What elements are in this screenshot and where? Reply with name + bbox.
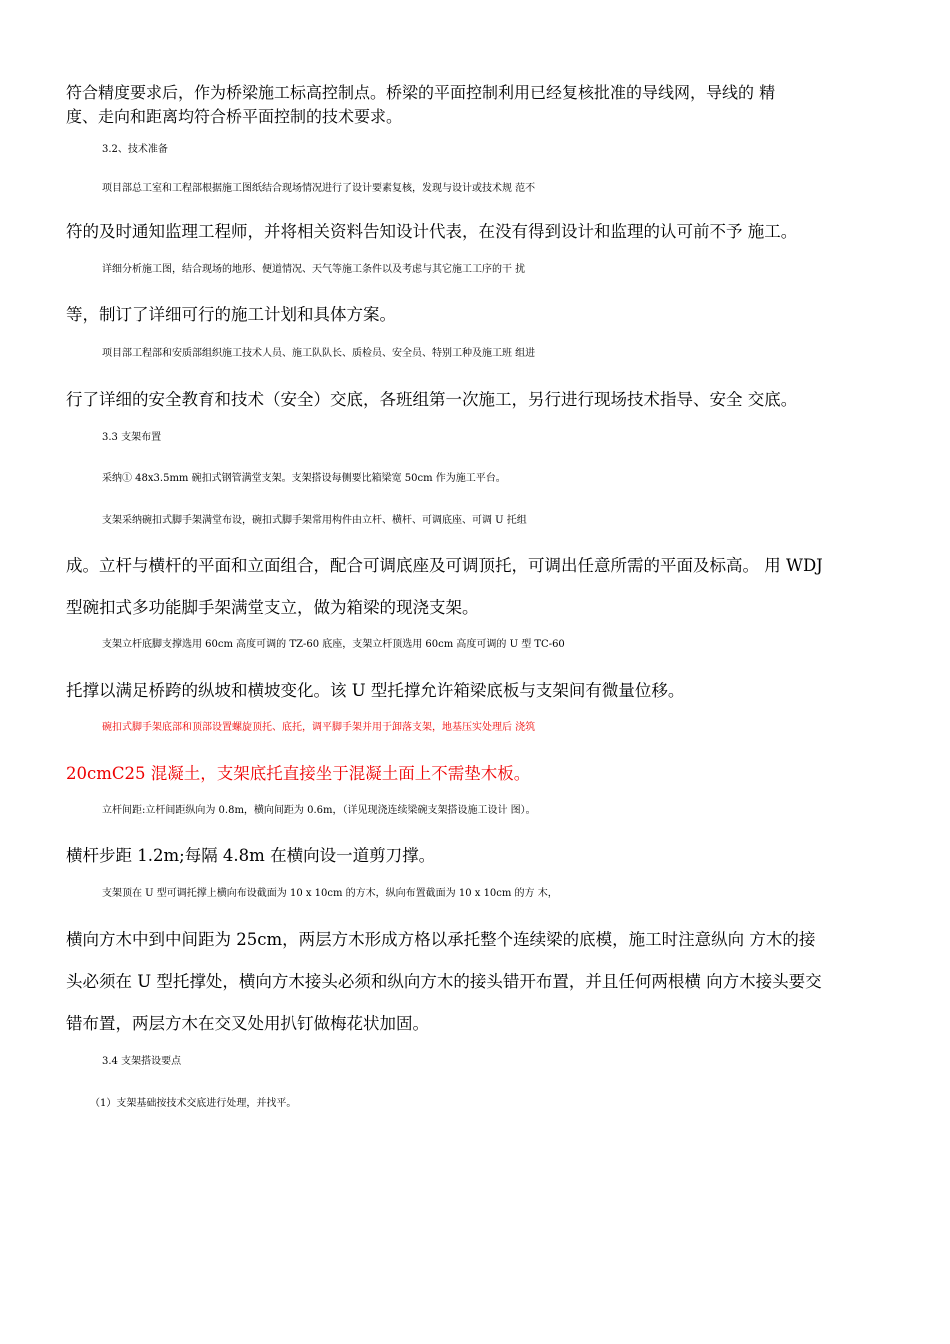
paragraph-line: 支架采纳碗扣式脚手架满堂布设，碗扣式脚手架常用构件由立杆、横杆、可调底座、可调 U 托组: [102, 515, 527, 526]
paragraph-line: 支架顶在 U 型可调托撑上横向布设截面为 10 x 10cm 的方木，纵向布置截面为 10 x 10cm 的方 木，: [102, 888, 558, 899]
highlighted-line: 碗扣式脚手架底部和顶部设置螺旋顶托、底托，调平脚手架并用于卸落支架，地基压实处理后 浇筑: [102, 722, 536, 733]
paragraph-line: 型碗扣式多功能脚手架满堂支立，做为箱梁的现浇支架。: [66, 598, 479, 617]
section-heading-3-3: 3.3 支架布置: [102, 432, 162, 443]
paragraph-line: 托撑以满足桥跨的纵坡和横坡变化。该 U 型托撑允许箱梁底板与支架间有微量位移。: [66, 681, 685, 700]
paragraph-line: 横向方木中到中间距为 25cm，两层方木形成方格以承托整个连续梁的底模，施工时注意纵向 方木的接: [66, 930, 816, 949]
paragraph-line: 支架立杆底脚支撑选用 60cm 高度可调的 TZ-60 底座，支架立杆顶选用 60cm 高度可调的 U 型 TC-60: [102, 639, 565, 650]
paragraph-line: 符合精度要求后，作为桥梁施工标高控制点。桥梁的平面控制利用已经复核批准的导线网，导线的 精: [66, 83, 776, 102]
paragraph-line: 行了详细的安全教育和技术（安全）交底，各班组第一次施工，另行进行现场技术指导、安全 交底。: [66, 390, 798, 409]
paragraph-line: 采纳① 48x3.5mm 碗扣式钢管满堂支架。支架搭设每侧要比箱梁宽 50cm 作为施工平台。: [102, 473, 506, 484]
highlighted-line: 20cmC25 混凝土，支架底托直接坐于混凝土面上不需垫木板。: [66, 764, 531, 783]
paragraph-line: 错布置，两层方木在交叉处用扒钉做梅花状加固。: [66, 1014, 429, 1033]
section-heading-3-4: 3.4 支架搭设要点: [102, 1056, 182, 1067]
paragraph-line: 等，制订了详细可行的施工计划和具体方案。: [66, 305, 396, 324]
paragraph-line: 符的及时通知监理工程师，并将相关资料告知设计代表，在没有得到设计和监理的认可前不予 施工。: [66, 222, 798, 241]
section-heading-3-2: 3.2、技术准备: [102, 144, 168, 155]
paragraph-line: 详细分析施工图，结合现场的地形、便道情况、天气等施工条件以及考虑与其它施工工序的干 扰: [102, 264, 526, 275]
paragraph-line: 立杆间距:立杆间距纵向为 0.8m，横向间距为 0.6m，（详见现浇连续梁碗支架搭设施工设计 图）。: [102, 805, 536, 816]
list-item: （1）支架基础按技术交底进行处理，并找平。: [90, 1098, 297, 1109]
paragraph-line: 头必须在 U 型托撑处，横向方木接头必须和纵向方木的接头错开布置，并且任何两根横 向方木接头要交: [66, 972, 822, 991]
paragraph-line: 横杆步距 1.2m;每隔 4.8m 在横向设一道剪刀撑。: [66, 846, 436, 865]
paragraph-line: 项目部总工室和工程部根据施工图纸结合现场情况进行了设计要素复核，发现与设计或技术规 范不: [102, 183, 536, 194]
paragraph-line: 项目部工程部和安质部组织施工技术人员、施工队队长、质检员、安全员、特别工种及施工班 组进: [102, 348, 536, 359]
paragraph-line: 度、走向和距离均符合桥平面控制的技术要求。: [66, 107, 403, 126]
paragraph-line: 成。立杆与横杆的平面和立面组合，配合可调底座及可调顶托，可调出任意所需的平面及标高。 用 WDJ: [66, 556, 823, 575]
